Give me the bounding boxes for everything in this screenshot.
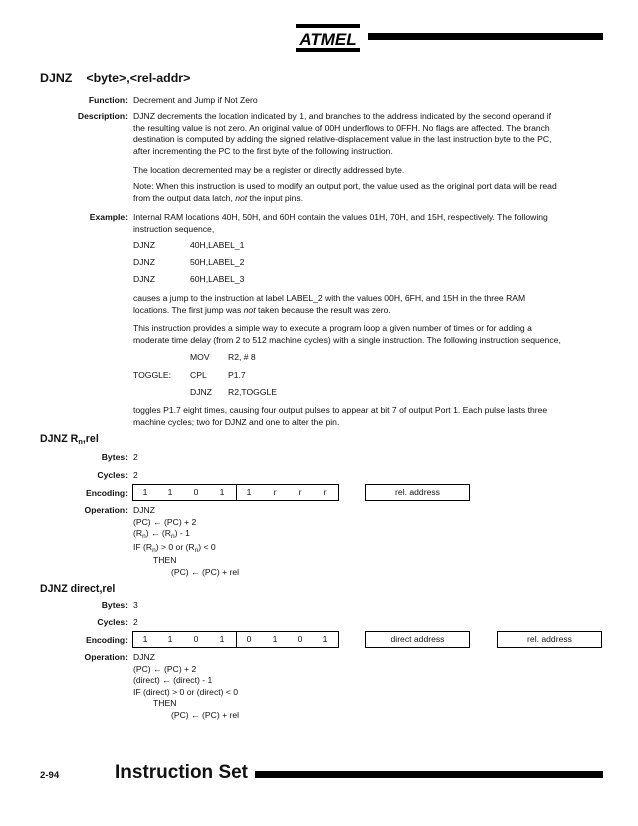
code-mnemonic: CPL [190, 370, 207, 380]
operation-line: DJNZ [133, 505, 155, 515]
opcode-bit: 1 [142, 487, 148, 497]
rn-bytes-value: 2 [133, 452, 138, 462]
svg-text:ATMEL: ATMEL [299, 30, 357, 49]
causes-line: causes a jump to the instruction at label LABEL_2 with the values 00H, 6FH, and 15H in the three RAM [133, 293, 526, 303]
opcode-bit: 0 [193, 487, 199, 497]
operation-line: $(R_n)$ ← $(R_n) - 1$ [133, 528, 190, 541]
footer-title: Instruction Set [115, 762, 249, 783]
rn-opcode-box [132, 484, 339, 501]
description-line: after incrementing the PC to the first byte of the following instruction. [133, 145, 393, 156]
title-operands: <byte>,<rel-addr> [86, 71, 191, 85]
example-intro [133, 212, 603, 235]
rn-operation [133, 505, 603, 578]
note-line: from the output data latch, not the input pins. [133, 192, 304, 203]
opcode-bit: 1 [167, 487, 173, 497]
code-operands: R2, # 8 [228, 352, 256, 362]
rn-bytes-label: Bytes: [101, 452, 128, 462]
rn-cycles-label: Cycles: [97, 470, 128, 480]
atmel-logo [296, 24, 360, 52]
code-label: TOGGLE: [133, 370, 172, 380]
opcode-bit: 1 [246, 487, 252, 497]
opcode-bit: r [273, 487, 277, 497]
title-mnemonic: DJNZ [40, 71, 73, 85]
rn-cycles-value: 2 [133, 470, 138, 480]
operation-line: (direct) ← (direct) - 1 [133, 675, 213, 686]
operation-line: (PC) ← (PC) + 2 [133, 516, 197, 527]
code-mnemonic: DJNZ [133, 240, 155, 250]
rn-operation-label: Operation: [84, 505, 128, 515]
direct-address-box [365, 631, 470, 648]
code-operands: 60H,LABEL_3 [190, 274, 245, 284]
description-line: DJNZ decrements the location indicated by 1, and branches to the address indicated by the second operand if [133, 111, 552, 121]
operation-line: IF (direct) > 0 or (direct) < 0 [133, 686, 239, 697]
atmel-logo-graphic [296, 24, 360, 52]
code-operands: 40H,LABEL_1 [190, 240, 245, 250]
opcode-bit: 1 [142, 634, 148, 644]
direct-address-text: direct address [390, 634, 445, 644]
code-mnemonic: MOV [190, 352, 210, 362]
rn-encoding-label: Encoding: [85, 488, 128, 498]
opcode-bit: 1 [219, 487, 225, 497]
operation-line: (PC) ← (PC) + rel [171, 566, 240, 577]
example-causes [133, 293, 603, 316]
direct-section-title: DJNZ direct,rel [40, 583, 116, 595]
direct-cycles-label: Cycles: [97, 617, 128, 627]
causes-line: locations. The first jump was not taken because the result was zero. [133, 304, 391, 315]
operation-line: IF $(R_n) > 0$ or $(R_n) < 0$ [133, 541, 216, 554]
rel-address-text: rel. address [395, 487, 440, 497]
operation-line: DJNZ [133, 652, 155, 662]
rel-address-text: rel. address [527, 634, 572, 644]
provides-line: moderate time delay (from 2 to 512 machine cycles) with a single instruction. The following instruction sequence, [133, 334, 561, 345]
opcode-bit: 0 [193, 634, 199, 644]
direct-operation-label: Operation: [84, 652, 128, 662]
code-mnemonic: DJNZ [190, 387, 212, 397]
example-toggles [133, 405, 603, 428]
direct-bytes-label: Bytes: [101, 600, 128, 610]
example-line: Internal RAM locations 40H, 50H, and 60H contain the values 01H, 70H, and 15H, respectively. The following [133, 212, 548, 222]
direct-rel-address-box [497, 631, 602, 648]
code-operands: P1.7 [228, 370, 246, 380]
function-text: Decrement and Jump if Not Zero [133, 95, 258, 105]
rn-rel-address-box [365, 484, 470, 501]
operation-line: (PC) ← (PC) + rel [171, 709, 240, 720]
example-line: instruction sequence, [133, 223, 215, 234]
provides-line: This instruction provides a simple way to execute a program loop a given number of times or for adding a [133, 323, 532, 333]
note-line: Note: When this instruction is used to modify an output port, the value used as the original port data will be read [133, 181, 557, 191]
opcode-bit: 1 [219, 634, 225, 644]
page-number: 2-94 [40, 770, 60, 781]
direct-encoding-label: Encoding: [85, 635, 128, 645]
opcode-bit: r [323, 487, 327, 497]
operation-line: (PC) ← (PC) + 2 [133, 663, 197, 674]
opcode-bit: 1 [322, 634, 328, 644]
header-rule [368, 33, 603, 40]
rn-section-title: DJNZ $R_n,rel$ [40, 433, 99, 446]
direct-operation [133, 652, 603, 721]
code-mnemonic: DJNZ [133, 257, 155, 267]
direct-opcode-box [132, 631, 339, 648]
direct-bytes-value: 3 [133, 600, 138, 610]
opcode-bit: r [298, 487, 302, 497]
description-label: Description: [77, 111, 128, 121]
opcode-bit: 0 [246, 634, 252, 644]
example-label: Example: [89, 212, 128, 222]
toggles-line: toggles P1.7 eight times, causing four output pulses to appear at bit 7 of output Port 1. Each pulse lasts three [133, 405, 548, 415]
description-line: the resulting value is not zero. An original value of 00H underflows to 0FFH. No flags are affected. The branch [133, 122, 550, 133]
opcode-bit: 1 [167, 634, 173, 644]
description-paragraph [133, 111, 603, 157]
description-note [133, 181, 603, 204]
description-line: destination is computed by adding the signed relative-displacement value in the last instruction byte to the PC, [133, 134, 552, 145]
description-location: The location decremented may be a register or directly addressed byte. [133, 165, 405, 175]
code-mnemonic: DJNZ [133, 274, 155, 284]
instruction-title [40, 70, 190, 87]
direct-cycles-value: 2 [133, 617, 138, 627]
function-label: Function: [88, 95, 128, 105]
opcode-bit: 0 [297, 634, 303, 644]
operation-line: THEN [153, 698, 177, 709]
code-operands: R2,TOGGLE [228, 387, 278, 397]
opcode-bit: 1 [272, 634, 278, 644]
toggles-line: machine cycles; two for DJNZ and one to alter the pin. [133, 416, 340, 427]
operation-line: THEN [153, 555, 177, 566]
example-provides [133, 323, 603, 346]
footer-rule [255, 771, 603, 778]
code-operands: 50H,LABEL_2 [190, 257, 245, 267]
